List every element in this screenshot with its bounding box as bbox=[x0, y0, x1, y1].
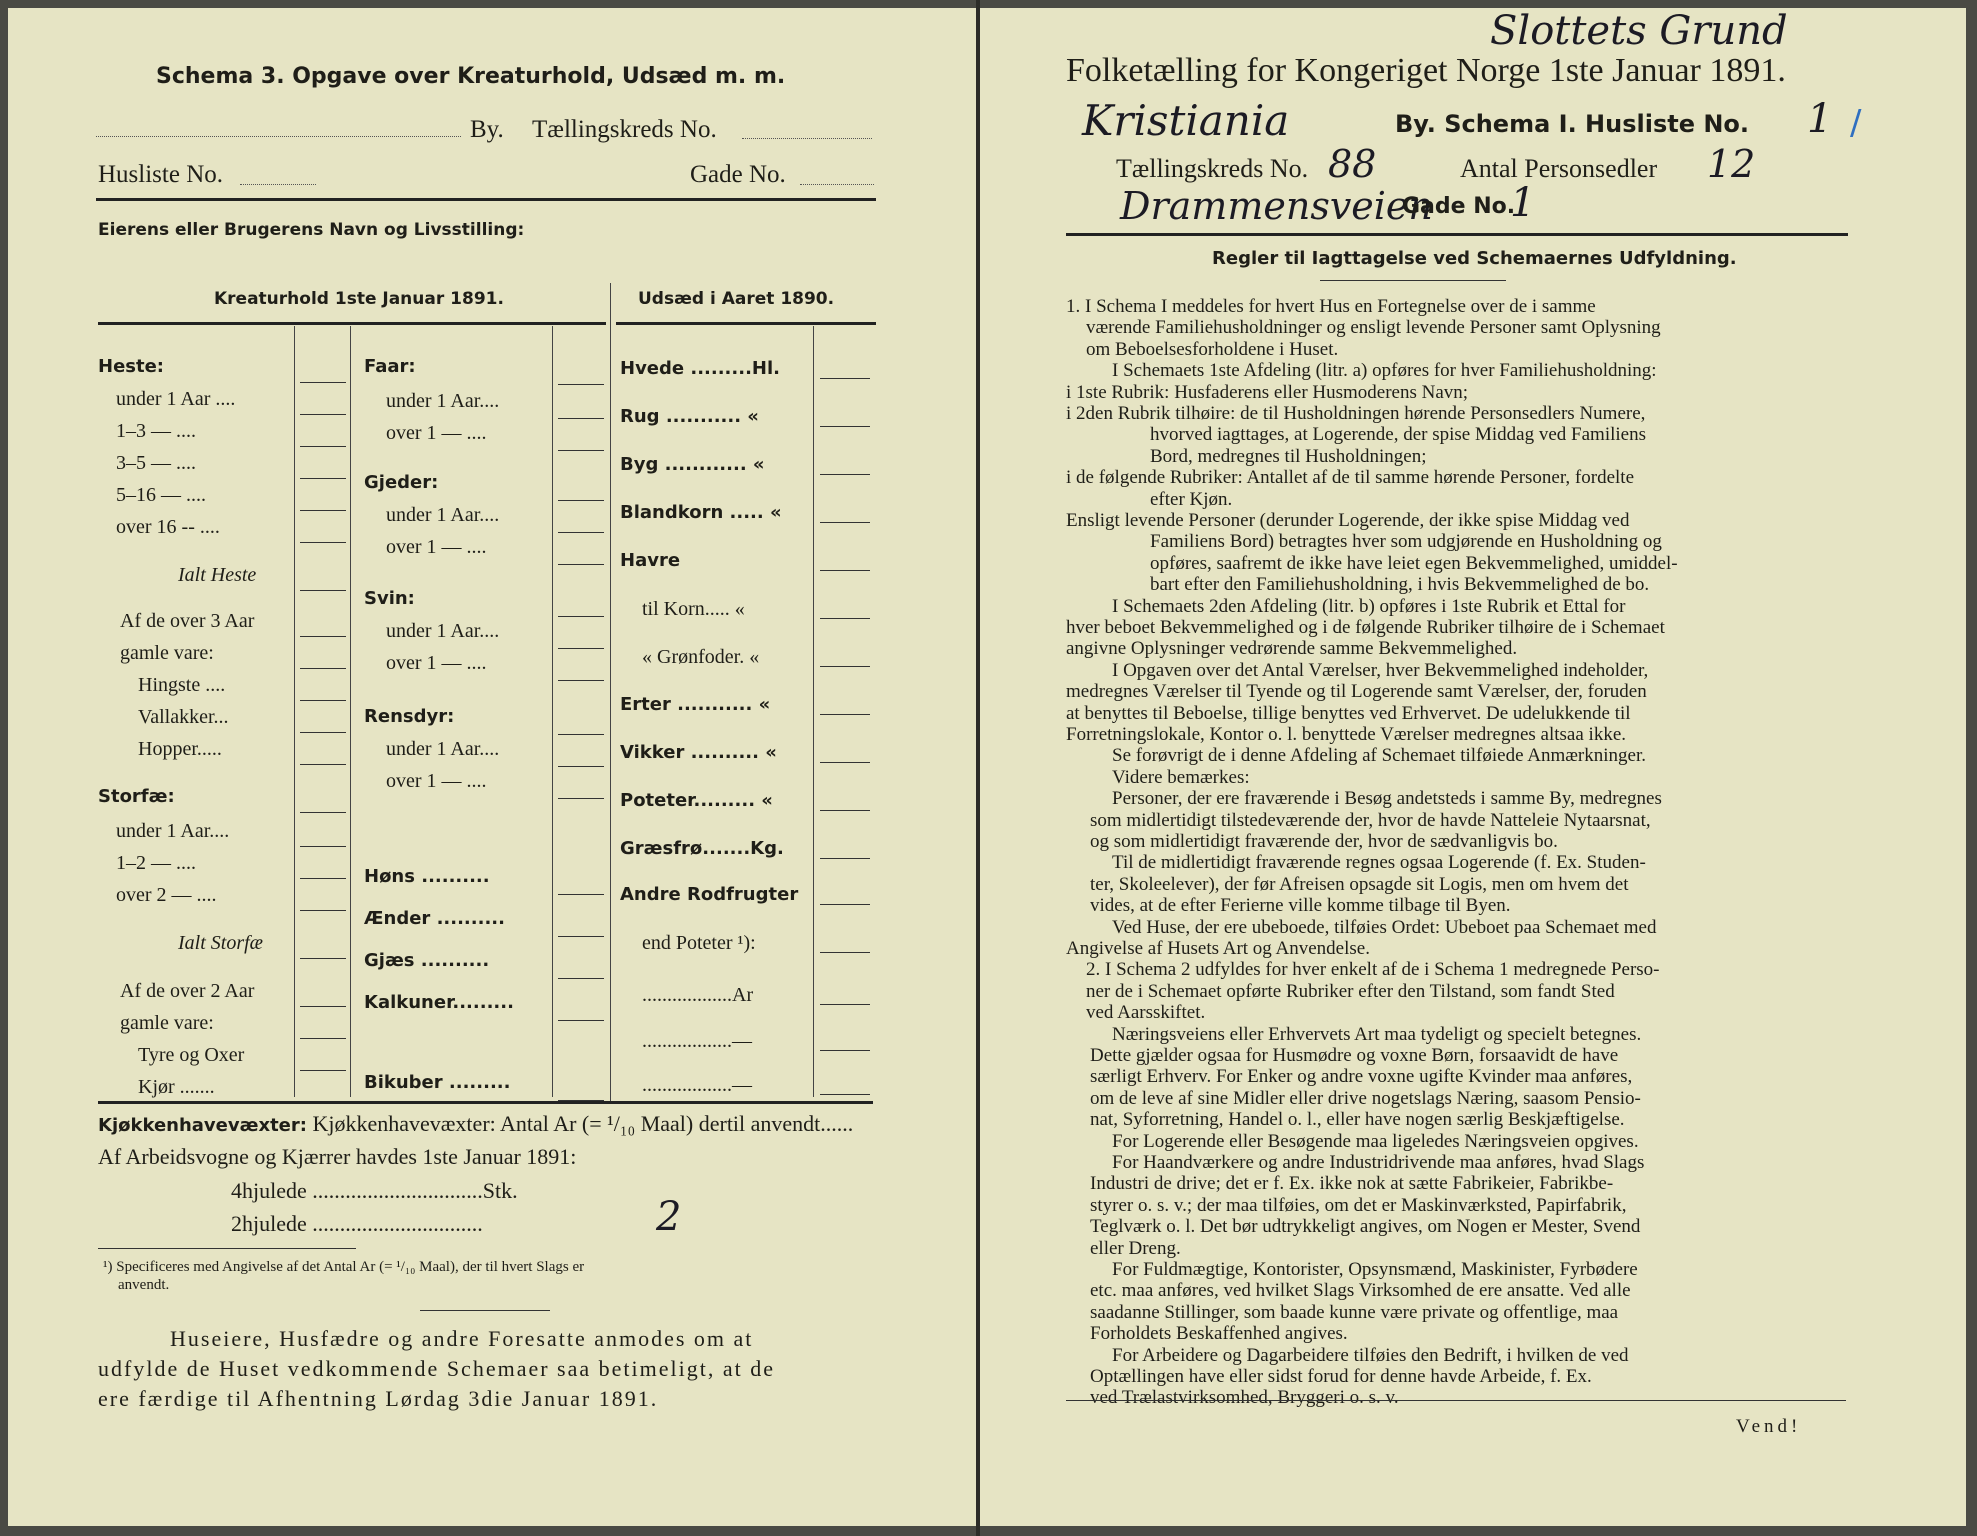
rule-line: For Arbeidere og Dagarbeidere tilføies den Bedrift, i hvilken de ved bbox=[1112, 1344, 1629, 1366]
col1-value-line bbox=[300, 958, 346, 959]
col2-value-line bbox=[558, 798, 604, 799]
col1-value-line bbox=[300, 732, 346, 733]
rule-line: ved Aarsskiftet. bbox=[1086, 1002, 1206, 1024]
rule-line: Ensligt levende Personer (derunder Logerende, der ikke spise Middag ved bbox=[1066, 510, 1630, 531]
col1-rule bbox=[294, 326, 295, 1097]
rule-line: Familiens Bord) betragtes hver som udgjørende en Husholdning og bbox=[1150, 531, 1662, 553]
taellingskreds-fill-line bbox=[742, 138, 872, 139]
footnote: ¹) Specificeres med Angivelse af det Antal Ar (= ¹/₁₀ Maal), der til hvert Slags er anvendt. bbox=[103, 1259, 585, 1293]
rule-line: efter Kjøn. bbox=[1150, 488, 1233, 510]
col2-row: under 1 Aar.... bbox=[386, 620, 500, 642]
table-bottom-rule bbox=[98, 1101, 873, 1104]
rule-line: 1. I Schema I meddeles for hvert Hus en Fortegnelse over de i samme bbox=[1066, 296, 1596, 317]
taellingskreds-value: 88 bbox=[1328, 142, 1377, 186]
col3-value-line bbox=[820, 1094, 870, 1095]
rule-line: bart efter den Familiehusholdning, i hvis Bekvemmelighed de bo. bbox=[1150, 574, 1650, 596]
col3-row: Rug ........... « bbox=[620, 406, 759, 427]
col3-value-line bbox=[820, 522, 870, 523]
col1-value-line bbox=[300, 382, 346, 383]
rule-line: Angivelse af Husets Art og Anvendelse. bbox=[1066, 938, 1370, 959]
rule-line: i 2den Rubrik tilhøire: de til Husholdningen hørende Personsedlers Numere, bbox=[1066, 403, 1646, 424]
col3-row: ..................— bbox=[642, 1030, 752, 1052]
col1-row: Tyre og Oxer bbox=[138, 1044, 245, 1066]
col3-row: til Korn..... « bbox=[642, 598, 745, 620]
rule-line: Dette gjælder ogsaa for Husmødre og voxne Børn, forsaavidt de have bbox=[1090, 1045, 1619, 1066]
col2-value-line bbox=[558, 418, 604, 419]
col1-value-line bbox=[300, 478, 346, 479]
left-page bbox=[8, 8, 976, 1526]
rule-line: særligt Erhverv. For Enker og andre voxne ugifte Kvinder maa anføres, bbox=[1090, 1066, 1633, 1088]
by-label: By. bbox=[470, 116, 504, 143]
rule-line: Til de midlertidigt fraværende regnes ogsaa Logerende (f. Ex. Studen- bbox=[1112, 852, 1646, 874]
col1-value-line bbox=[300, 636, 346, 637]
gade-label-right: Gade No. bbox=[1402, 194, 1516, 219]
col3-row: ..................— bbox=[642, 1074, 752, 1096]
rule-line: ter, Skoleelever), der før Afreisen opsagde sit Logis, men om hvem det bbox=[1090, 873, 1629, 895]
rule-line: etc. maa anføres, ved hvilket Slags Virksomhed de ere ansatte. Ved alle bbox=[1090, 1280, 1631, 1302]
col1-row: 3–5 — .... bbox=[116, 452, 196, 474]
col1-row: 1–2 — .... bbox=[116, 852, 196, 874]
rule-line: og som midlertidigt fraværende der, hvor de sædvanligvis bo. bbox=[1090, 831, 1558, 852]
col2-row: Bikuber ......... bbox=[364, 1072, 511, 1093]
col1-row: Hingste .... bbox=[138, 674, 226, 696]
census-title: Folketælling for Kongeriget Norge 1ste Januar 1891. bbox=[1066, 52, 1786, 89]
right-page bbox=[980, 8, 1966, 1526]
rule-line: om Beboelsesforholdene i Huset. bbox=[1086, 338, 1339, 360]
col3-row: Poteter......... « bbox=[620, 790, 773, 811]
col3-value-line bbox=[820, 570, 870, 571]
rule-line: Ved Huse, der ere ubeboede, tilføies Ordet: Ubeboet paa Schemaet med bbox=[1112, 916, 1657, 938]
col2-rule bbox=[552, 326, 553, 1097]
col3-row: Andre Rodfrugter bbox=[620, 884, 799, 905]
col3-row: « Grønfoder. « bbox=[642, 646, 760, 668]
col1-value-line bbox=[300, 1006, 346, 1007]
rule-line: I Opgaven over det Antal Værelser, hver Bekvemmelighed indeholder, bbox=[1112, 659, 1649, 681]
col2-value-line bbox=[558, 680, 604, 681]
right-header-rule bbox=[1066, 233, 1848, 236]
rule-line: Forretningslokale, Kontor o. l. benyttede Værelser medregnes altsaa ikke. bbox=[1066, 724, 1626, 745]
rule-line: Industri de drive; det er f. Ex. ikke nok at sætte Fabrikeier, Fabrikbe- bbox=[1090, 1173, 1614, 1195]
col2-value-line bbox=[558, 766, 604, 767]
handwritten-gade: Drammensveien bbox=[1120, 184, 1433, 228]
rule-line: For Haandværkere og andre Industridrivende maa anføres, hvad Slags bbox=[1112, 1152, 1645, 1173]
col3-value-line bbox=[820, 378, 870, 379]
rule-line: værende Familiehusholdninger og ensligt levende Personer samt Oplysning bbox=[1086, 317, 1661, 339]
rule-line: at benyttes til Beboelse, tillige benyttes ved Erhvervet. De udelukkende til bbox=[1066, 702, 1631, 724]
schema3-title: Schema 3. Opgave over Kreaturhold, Udsæd m. m. bbox=[156, 64, 786, 89]
col1-row: 5–16 — .... bbox=[116, 484, 206, 506]
rule-line: saadanne Stillinger, som baade kunne være private og offentlige, maa bbox=[1090, 1301, 1619, 1323]
col2-value-line bbox=[558, 532, 604, 533]
col3-row: Vikker .......... « bbox=[620, 742, 777, 763]
col1-value-line bbox=[300, 910, 346, 911]
col1-value-line bbox=[300, 510, 346, 511]
rule-line: ner de i Schemaet opførte Rubriker efter den Tilstand, som fandt Sted bbox=[1086, 980, 1615, 1002]
gade-label: Gade No. bbox=[690, 161, 786, 188]
rule-line: For Fuldmægtige, Kontorister, Opsynsmænd, Maskinister, Fyrbødere bbox=[1112, 1259, 1638, 1280]
col2-value-line bbox=[558, 384, 604, 385]
footer-line-3: ere færdige til Afhentning Lørdag 3die Januar 1891. bbox=[98, 1386, 659, 1411]
col1-value-line bbox=[300, 668, 346, 669]
col3-value-line bbox=[820, 1004, 870, 1005]
rule-line: I Schemaets 2den Afdeling (litr. b) opføres i 1ste Rubrik et Ettal for bbox=[1112, 595, 1626, 617]
col2-value-line bbox=[558, 564, 604, 565]
header-rule bbox=[96, 198, 876, 201]
col3-row: Byg ............ « bbox=[620, 454, 765, 475]
col1-value-line bbox=[300, 700, 346, 701]
col3-value-line bbox=[820, 858, 870, 859]
col1-row: gamle vare: bbox=[120, 1012, 214, 1034]
col2-value-line bbox=[558, 1020, 604, 1021]
col1-row: over 2 — .... bbox=[116, 884, 217, 906]
col2-row: over 1 — .... bbox=[386, 652, 487, 674]
col2-value-line bbox=[558, 734, 604, 735]
col2-row: over 1 — .... bbox=[386, 422, 487, 444]
col2-row: under 1 Aar.... bbox=[386, 738, 500, 760]
udsaed-rule bbox=[616, 322, 876, 325]
rule-line: om de leve af sine Midler eller drive nogetslags Næring, saasom Pensio- bbox=[1090, 1087, 1641, 1109]
rule-line: angivne Oplysninger vedrørende samme Bekvemmelighed. bbox=[1066, 638, 1518, 660]
table-divider bbox=[610, 283, 611, 1101]
taellingskreds-label: Tællingskreds No. bbox=[532, 116, 717, 143]
schema1-line: By. Schema I. Husliste No. bbox=[1395, 110, 1750, 138]
husliste-value: 1 bbox=[1807, 96, 1833, 142]
col3-value-line bbox=[820, 474, 870, 475]
hjul2-value: 2 bbox=[656, 1194, 682, 1240]
col3-rule bbox=[813, 326, 814, 1097]
kjokken-line: Kjøkkenhavevæxter: Kjøkkenhavevæxter: Antal Ar (= ¹/₁₀ Maal) dertil anvendt...... bbox=[98, 1111, 854, 1136]
rule-line: Forholdets Beskaffenhed angives. bbox=[1090, 1323, 1348, 1345]
rule-line: 2. I Schema 2 udfyldes for hver enkelt af de i Schema 1 medregnede Perso- bbox=[1086, 959, 1660, 981]
col1-value-line bbox=[300, 1070, 346, 1071]
col2-value-line bbox=[558, 648, 604, 649]
rule-line: vides, at de efter Ferierne ville komme tilbage til Byen. bbox=[1090, 895, 1511, 917]
handwritten-city: Kristiania bbox=[1082, 96, 1290, 145]
rule-line: hver beboet Bekvemmelighed og i de følgende Rubriker tilhøire de i Schemaet bbox=[1066, 617, 1665, 638]
rule-line: som midlertidigt tilstedeværende der, hvor de havde Natteleie Nytaarsnat, bbox=[1090, 809, 1651, 831]
rule-line: ved Trælastvirksomhed, Bryggeri o. s. v. bbox=[1090, 1387, 1399, 1409]
bottom-rule bbox=[1066, 1400, 1846, 1401]
rule-line: Se forøvrigt de i denne Afdeling af Schemaet tilføiede Anmærkninger. bbox=[1112, 745, 1646, 767]
col3-row: Havre bbox=[620, 550, 681, 571]
col1-row: gamle vare: bbox=[120, 642, 214, 664]
col2-row: Svin: bbox=[364, 588, 415, 609]
vogne-line: Af Arbeidsvogne og Kjærrer havdes 1ste Januar 1891: bbox=[98, 1144, 577, 1169]
taellingskreds-label-right: Tællingskreds No. bbox=[1116, 154, 1309, 183]
rule-line: Videre bemærkes: bbox=[1112, 766, 1250, 788]
gade-value: 1 bbox=[1510, 180, 1536, 226]
col2-row: Høns .......... bbox=[364, 866, 490, 887]
rule-line: medregnes Værelser til Tyende og til Logerende samt Værelser, der, foruden bbox=[1066, 681, 1647, 703]
udsaed-header: Udsæd i Aaret 1890. bbox=[638, 289, 835, 309]
col3-value-line bbox=[820, 714, 870, 715]
rule-line: i de følgende Rubriker: Antallet af de til samme hørende Personer, fordelte bbox=[1066, 467, 1634, 489]
footer-line-1: Huseiere, Husfædre og andre Foresatte anmodes om at bbox=[170, 1326, 754, 1351]
col1-row: over 16 -- .... bbox=[116, 516, 220, 538]
col2-value-line bbox=[558, 500, 604, 501]
col2-row: Ænder .......... bbox=[364, 908, 505, 929]
rule-line: Bord, medregnes til Husholdningen; bbox=[1150, 445, 1427, 467]
col1-value-line bbox=[300, 446, 346, 447]
col2-row: under 1 Aar.... bbox=[386, 504, 500, 526]
col3-value-line bbox=[820, 618, 870, 619]
col2-row: Gjeder: bbox=[364, 472, 439, 493]
rule-line: i 1ste Rubrik: Husfaderens eller Husmoderens Navn; bbox=[1066, 381, 1469, 403]
kreaturhold-rule bbox=[98, 322, 606, 325]
col1-value-line bbox=[300, 1038, 346, 1039]
col1-row: Storfæ: bbox=[98, 786, 175, 807]
col1-row: 1–3 — .... bbox=[116, 420, 196, 442]
col1-value-line bbox=[300, 846, 346, 847]
gade-fill-line bbox=[800, 184, 874, 185]
footnote-rule bbox=[98, 1248, 356, 1249]
col2-row: Faar: bbox=[364, 356, 416, 377]
rule-line: I Schemaets 1ste Afdeling (litr. a) opføres for hver Familiehusholdning: bbox=[1112, 360, 1657, 382]
col3-value-line bbox=[820, 1050, 870, 1051]
footer-line-2: udfylde de Huset vedkommende Schemaer saa betimeligt, at de bbox=[98, 1356, 775, 1381]
col3-row: Blandkorn ..... « bbox=[620, 502, 782, 523]
col1-value-rule bbox=[350, 326, 351, 1097]
col3-row: Hvede .........Hl. bbox=[620, 358, 780, 379]
col1-value-line bbox=[300, 414, 346, 415]
rule-line: For Logerende eller Besøgende maa ligeledes Næringsveien opgives. bbox=[1112, 1130, 1639, 1152]
col3-value-line bbox=[820, 762, 870, 763]
regler-title: Regler til Iagttagelse ved Schemaernes Udfyldning. bbox=[1212, 248, 1737, 269]
col2-value-line bbox=[558, 894, 604, 895]
regler-rule bbox=[1320, 280, 1506, 281]
col3-row: Erter ........... « bbox=[620, 694, 771, 715]
handwritten-slottets-grund: Slottets Grund bbox=[1490, 8, 1788, 54]
col1-row: under 1 Aar.... bbox=[116, 820, 230, 842]
col1-row: Heste: bbox=[98, 356, 164, 377]
rule-line: styrer o. s. v.; der maa tilføies, om det er Maskinværksted, Papirfabrik, bbox=[1090, 1194, 1627, 1216]
rule-line: hvorved iagttages, at Logerende, der spise Middag ved Familiens bbox=[1150, 424, 1646, 446]
husliste-label: Husliste No. bbox=[98, 161, 223, 188]
col2-row: Rensdyr: bbox=[364, 706, 455, 727]
rule-line: Teglværk o. l. Det bør udtrykkeligt angives, om Nogen er Mester, Svend bbox=[1090, 1216, 1641, 1238]
col2-value-line bbox=[558, 978, 604, 979]
col1-row: Kjør ....... bbox=[138, 1076, 215, 1098]
hjul4-line: 4hjulede ...............................Stk. bbox=[231, 1178, 518, 1203]
eier-label: Eierens eller Brugerens Navn og Livsstilling: bbox=[98, 220, 525, 240]
hjul2-line: 2hjulede ............................... bbox=[231, 1211, 483, 1236]
antal-value: 12 bbox=[1707, 142, 1756, 186]
col3-value-line bbox=[820, 666, 870, 667]
col3-value-line bbox=[820, 904, 870, 905]
col1-value-line bbox=[300, 542, 346, 543]
col1-row: Ialt Heste bbox=[178, 564, 257, 586]
col1-row: under 1 Aar .... bbox=[116, 388, 236, 410]
rule-line: opføres, saafremt de ikke have leiet egen Bekvemmelighed, umiddel- bbox=[1150, 552, 1678, 574]
col1-row: Hopper..... bbox=[138, 738, 222, 760]
col3-row: ..................Ar bbox=[642, 984, 754, 1006]
footer-rule bbox=[420, 1310, 550, 1311]
rule-line: nat, Syforretning, Handel o. l., eller have nogen særlig Beskjæftigelse. bbox=[1090, 1109, 1625, 1131]
col1-value-line bbox=[300, 878, 346, 879]
col2-row: Gjæs .......... bbox=[364, 950, 490, 971]
col1-value-line bbox=[300, 764, 346, 765]
col1-row: Af de over 3 Aar bbox=[120, 610, 255, 632]
col1-row: Vallakker... bbox=[138, 706, 229, 728]
col2-row: under 1 Aar.... bbox=[386, 390, 500, 412]
col2-row: Kalkuner......... bbox=[364, 992, 514, 1013]
col3-row: Græsfrø.......Kg. bbox=[620, 838, 784, 859]
col3-row: end Poteter ¹): bbox=[642, 932, 756, 954]
col3-value-line bbox=[820, 426, 870, 427]
col3-value-line bbox=[820, 952, 870, 953]
blue-pencil-mark: / bbox=[1850, 103, 1862, 143]
col1-row: Af de over 2 Aar bbox=[120, 980, 255, 1002]
col2-value-line bbox=[558, 450, 604, 451]
vend-label: Vend! bbox=[1736, 1416, 1802, 1437]
rule-line: eller Dreng. bbox=[1090, 1237, 1181, 1259]
col3-value-line bbox=[820, 810, 870, 811]
col2-row: over 1 — .... bbox=[386, 770, 487, 792]
rule-line: Optællingen have eller sidst forud for denne havde Arbeide, f. Ex. bbox=[1090, 1366, 1592, 1387]
kjokken-text: Kjøkkenhavevæxter: Antal Ar (= ¹/₁₀ Maal) dertil anvendt...... bbox=[312, 1111, 854, 1136]
rule-line: Næringsveiens eller Erhvervets Art maa tydeligt og specielt betegnes. bbox=[1112, 1023, 1642, 1045]
col1-row: Ialt Storfæ bbox=[178, 932, 264, 954]
kreaturhold-header: Kreaturhold 1ste Januar 1891. bbox=[214, 289, 504, 309]
col2-value-line bbox=[558, 616, 604, 617]
rule-line: Personer, der ere fraværende i Besøg andetsteds i samme By, medregnes bbox=[1112, 788, 1662, 810]
col1-value-line bbox=[300, 590, 346, 591]
husliste-fill-line bbox=[240, 184, 316, 185]
col2-value-line bbox=[558, 936, 604, 937]
by-fill-line bbox=[96, 136, 461, 137]
antal-label: Antal Personsedler bbox=[1460, 154, 1658, 183]
col1-value-line bbox=[300, 812, 346, 813]
col2-row: over 1 — .... bbox=[386, 536, 487, 558]
